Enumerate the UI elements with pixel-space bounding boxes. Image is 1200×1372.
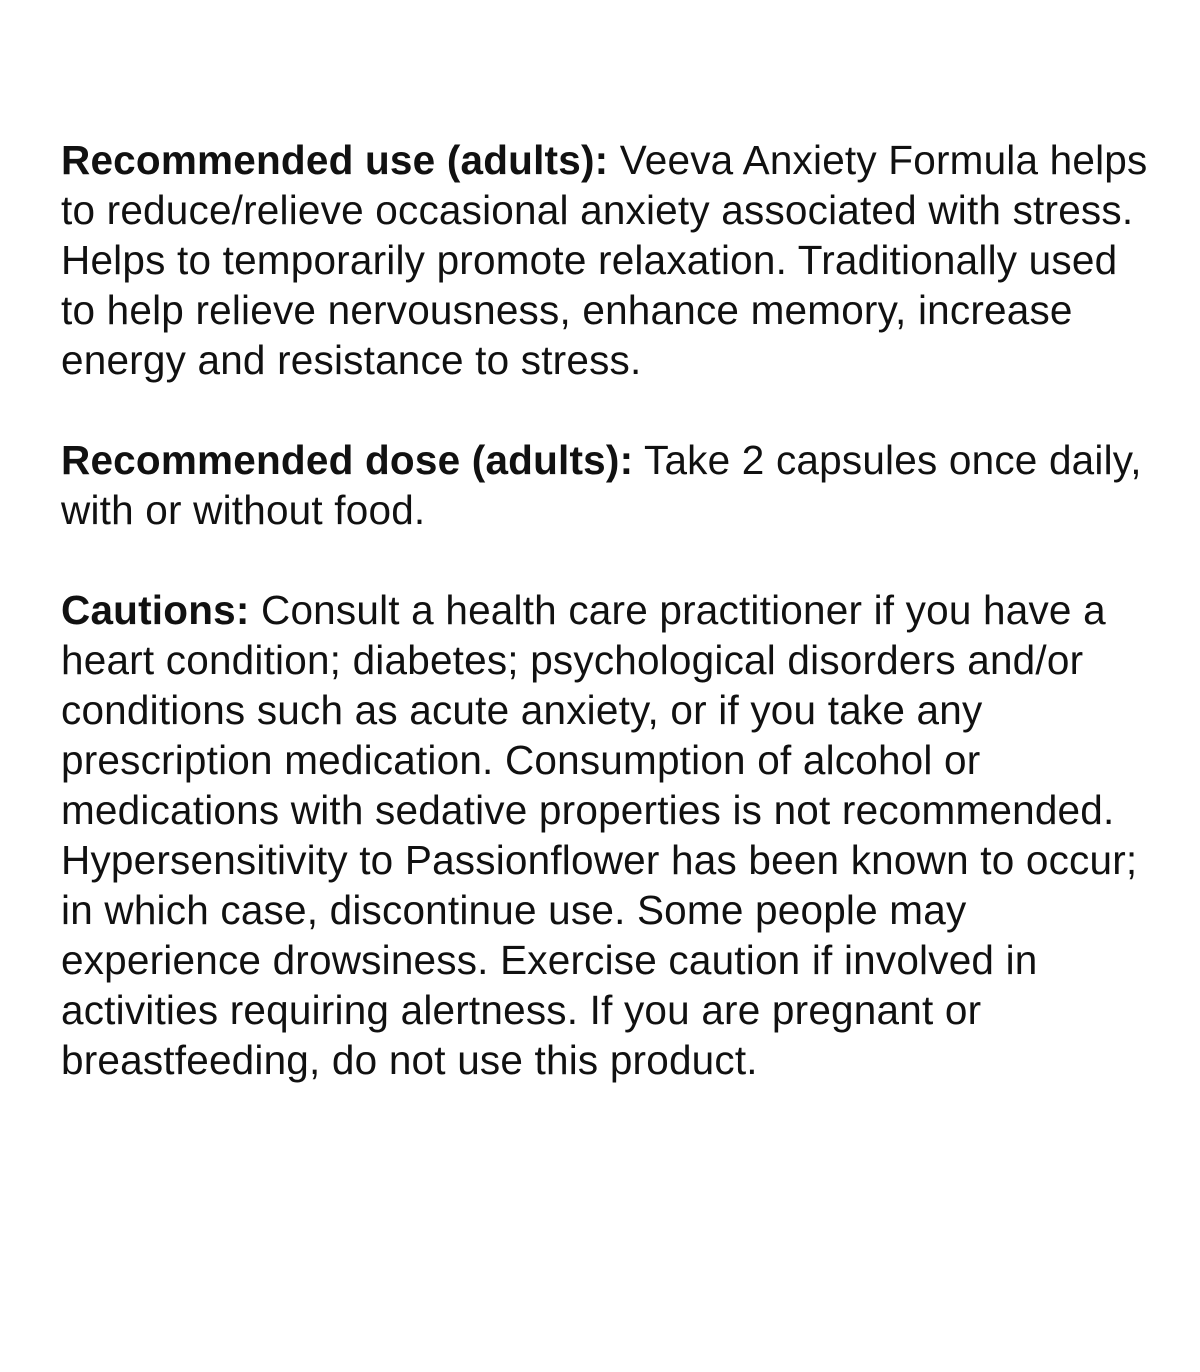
label-text-block bbox=[61, 135, 1161, 1135]
cautions-label: Cautions: bbox=[61, 587, 250, 633]
recommended-use-paragraph bbox=[61, 135, 1161, 385]
cautions-text: Consult a health care practitioner if you have a heart condition; diabetes; psychological disorders and/or conditions such as acute anxiety, or if you take any prescription medication. Consumption of alcohol or medications with sedative properties is not recommended. Hypersensitivity to Passionflower has been known to occur; in which case, discontinue use. Some people may experience drowsiness. Exercise caution if involved in activities requiring alertness. If you are pregnant or breastfeeding, do not use this product. bbox=[61, 587, 1138, 1083]
recommended-dose-label: Recommended dose (adults): bbox=[61, 437, 634, 483]
cautions-paragraph bbox=[61, 585, 1161, 1085]
recommended-dose-paragraph bbox=[61, 435, 1161, 535]
recommended-use-text: Veeva Anxiety Formula helps to reduce/relieve occasional anxiety associated with stress. Helps to temporarily promote relaxation. Traditionally used to help relieve nervousness, enhance memory, increase energy and resistance to stress. bbox=[61, 137, 1148, 383]
recommended-use-label: Recommended use (adults): bbox=[61, 137, 609, 183]
recommended-dose-text: Take 2 capsules once daily, with or without food. bbox=[61, 437, 1142, 533]
